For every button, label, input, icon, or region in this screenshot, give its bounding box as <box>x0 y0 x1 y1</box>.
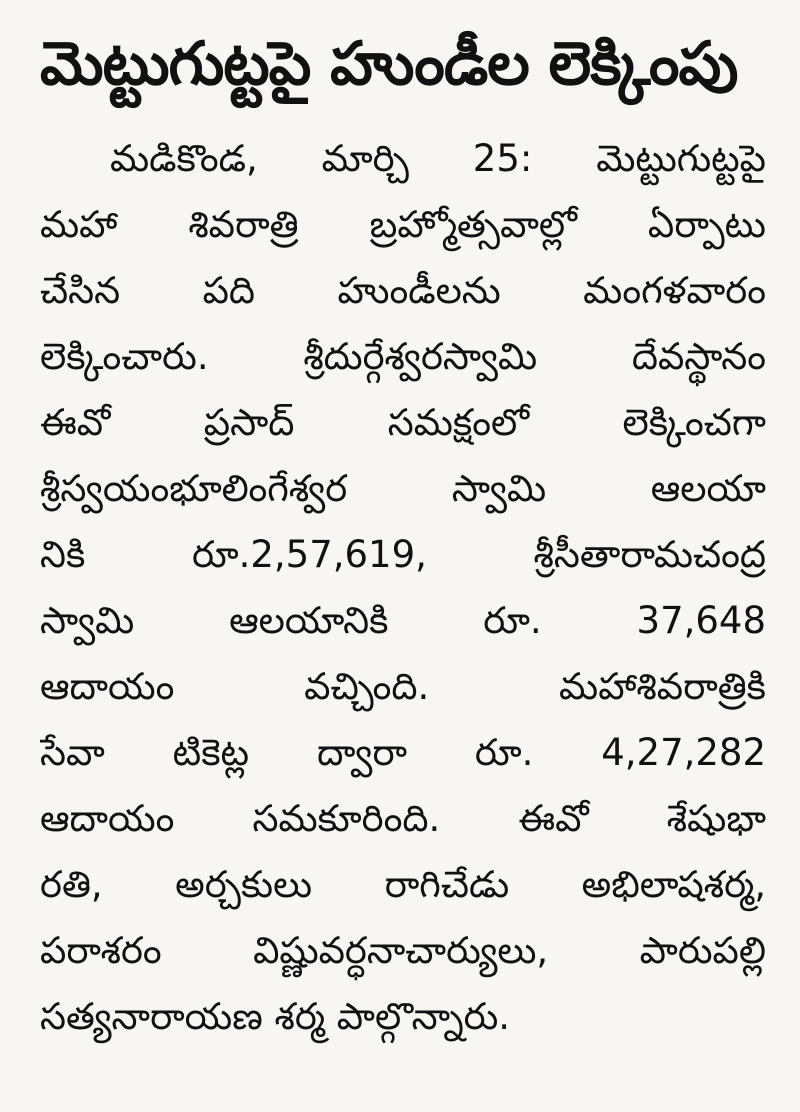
body-line: మడికొండ, మార్చి 25: మెట్టుగుట్టపై <box>110 137 766 180</box>
body-line: నికి రూ.2,57,619, శ్రీసీతారామచంద్ర <box>40 533 766 576</box>
body-line: ఈవో ప్రసాద్ సమక్షంలో లెక్కించగా <box>40 401 766 444</box>
body-line: ఆదాయం వచ్చింది. మహాశివరాత్రికి <box>40 665 766 708</box>
body-line: చేసిన పది హుండీలను మంగళవారం <box>40 269 766 312</box>
body-line: లెక్కించారు. శ్రీదుర్గేశ్వరస్వామి దేవస్థానం <box>40 335 766 378</box>
body-line: సత్యనారాయణ శర్మ పాల్గొన్నారు. <box>40 995 511 1038</box>
body-line: పరాశరం విష్ణువర్ధనాచార్యులు, పారుపల్లి <box>40 929 766 972</box>
headline: మెట్టుగుట్టపై హుండీల లెక్కింపు <box>40 29 738 99</box>
body-line: ఆదాయం సమకూరింది. ఈవో శేషుభా <box>40 797 766 840</box>
body-line: మహా శివరాత్రి బ్రహ్మోత్సవాల్లో ఏర్పాటు <box>40 203 766 246</box>
body-line: స్వామి ఆలయానికి రూ. 37,648 <box>40 599 766 642</box>
body-line: శ్రీస్వయంభూలింగేశ్వర స్వామి ఆలయా <box>40 467 766 510</box>
body-line: సేవా టికెట్ల ద్వారా రూ. 4,27,282 <box>40 731 766 774</box>
article-body <box>40 126 766 1050</box>
body-line: రతి, అర్చకులు రాగిచేడు అభిలాషశర్మ, <box>40 863 766 906</box>
